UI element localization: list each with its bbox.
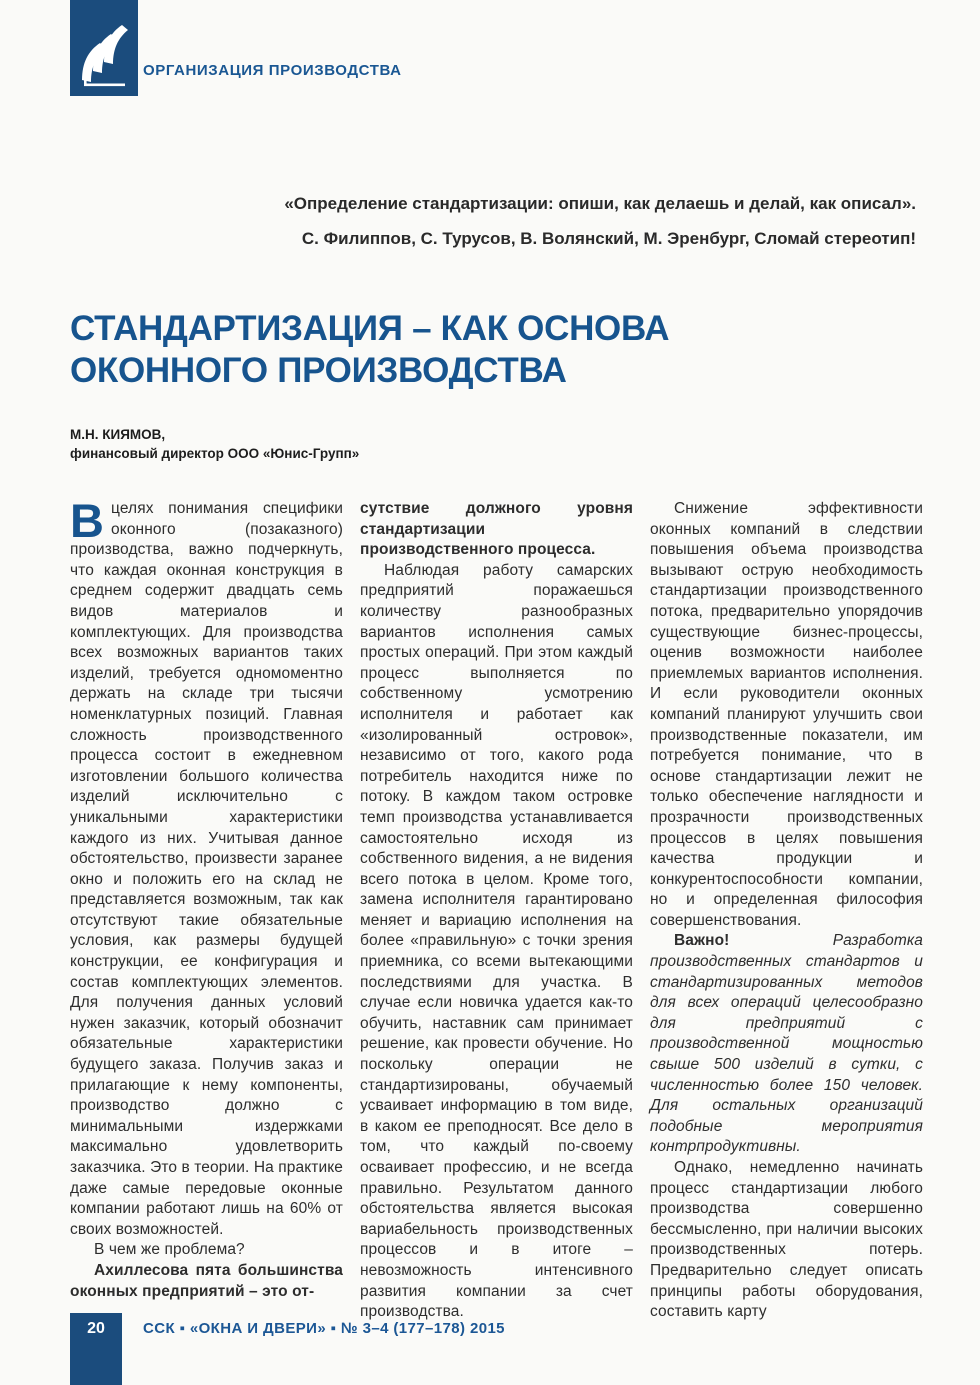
- epigraph-quote: «Определение стандартизации: опиши, как делаешь и делай, как описал».: [284, 194, 916, 213]
- text-column-1: [70, 494, 343, 1323]
- drop-cap: В: [70, 494, 105, 547]
- page-number-badge: 20: [70, 1313, 122, 1385]
- author-role: финансовый директор ООО «Юнис-Групп»: [70, 446, 360, 461]
- paragraph: сутствие должного уровня стандартизации производственного процесса.: [360, 500, 633, 559]
- paragraph: Наблюдая работу самарских предприятий поражаешься количеству разнообразных вариантов исполнения самых простых операций. При этом каждый процесс выполняется по собственному усмотрению исполнителя и работает как «изолированный островок», независимо от того, какого рода потребитель находится ниже по потоку. В каждом таком островке темп производства устанавливается самостоятельно исходя из собственного видения, а не видения всего потока в целом. Кроме того, замена исполнителя гарантировано меняет и вариацию исполнения на более «правильную» с точки зрения приемника, со всеми вытекающими последствиями для участка. В случае если новичка удается как-то обучить, наставник сам принимает решение, как провести обучение. Но поскольку операции не стандартизированы, обучаемый усваивает информацию в том виде, в каком ее преподносят. Все дело в том, что каждый по-своему осваивает профессию, и не всегда правильно. Результатом данного обстоятельства является высокая вариабельность производственных процессов и в итоге – невозможность интенсивного развития компании за счет производства.: [360, 561, 633, 1321]
- paragraph: [650, 931, 923, 1158]
- author-block: [70, 425, 359, 463]
- paragraph: Однако, немедленно начинать процесс стандартизации любого производства совершенно бессмысленно, при наличии высоких производственных потерь. Предварительно следует описать принципы работы оборудования, составить карту: [650, 1159, 923, 1321]
- paragraph-italic-text: Разработка производственных стандартов и стандартизированных методов для всех операций целесообразно для предприятий с производственной мощностью свыше 500 изделий в сутки, с численностью более 150 человек. Для остальных организаций подобные мероприятия контрпродуктивны.: [650, 932, 923, 1156]
- paragraph-lead: Важно!: [674, 932, 730, 950]
- paragraph: Снижение эффективности оконных компаний в следствии повышения объема производства вызывают острую необходимость стандартизации производственного потока, предварительно упорядочив существующие бизнес-процессы, оценив возможности наиболее приемлемых вариантов исполнения. И если руководители оконных компаний планируют улучшить свои производственные показатели, им потребуется понимание, что в основе стандартизации лежит не только обеспечение наглядности и прозрачности производственных процессов в целях повышения качества продукции и конкурентоспособности компании, но и определенная философия совершенствования.: [650, 500, 923, 929]
- journal-footer-line: ССК ▪ «ОКНА И ДВЕРИ» ▪ № 3–4 (177–178) 2015: [143, 1320, 505, 1337]
- paragraph: В чем же проблема?: [94, 1241, 245, 1259]
- text-column-3: [650, 499, 923, 1323]
- epigraph: [196, 186, 916, 256]
- publisher-swoosh-icon: [70, 0, 138, 96]
- author-name: М.Н. КИЯМОВ,: [70, 427, 166, 442]
- epigraph-attribution: С. Филиппов, С. Турусов, В. Волянский, М. Эренбург, Сломай стереотип!: [301, 229, 916, 248]
- section-label: ОРГАНИЗАЦИЯ ПРОИЗВОДСТВА: [143, 62, 402, 79]
- article-title: [70, 308, 790, 392]
- paragraph-text: целях понимания специфики оконного (позаказного) производства, важно подчеркнуть, что каждая оконная конструкция в среднем содержит двадцать семь видов материалов и комплектующих. Для производства всех возможных вариантов таких изделий, требуется одномоментно держать на складе три тысячи номенклатурных позиций. Главная сложность производственного процесса состоит в ежедневном изготовлении большого количества изделий исключительно с уникальными характеристики каждого из них. Учитывая данное обстоятельство, произвести заранее окно и положить его на склад не представляется возможным, так как отсутствуют такие обязательные условия, как размеры будущей конструкции, ее конфигурация и состав комплектующих элементов. Для получения данных условий нужен заказчик, который обозначит обязательные характеристики будущего заказа. Получив заказ и прилагающие к нему компоненты, производство должно с минимальными издержками максимально удовлетворить заказчика. Это в теории. На практике даже самые передовые оконные компании работают лишь на 60% от своих возможностей.: [70, 500, 343, 1238]
- article-title-line2: ОКОННОГО ПРОИЗВОДСТВА: [70, 351, 567, 390]
- publisher-logo: [70, 0, 138, 96]
- article-title-line1: СТАНДАРТИЗАЦИЯ – КАК ОСНОВА: [70, 309, 670, 348]
- text-column-2: [360, 499, 633, 1323]
- paragraph: [70, 494, 343, 1240]
- article-body: [70, 494, 923, 1323]
- paragraph: Ахиллесова пята большинства оконных предприятий – это от-: [70, 1261, 343, 1300]
